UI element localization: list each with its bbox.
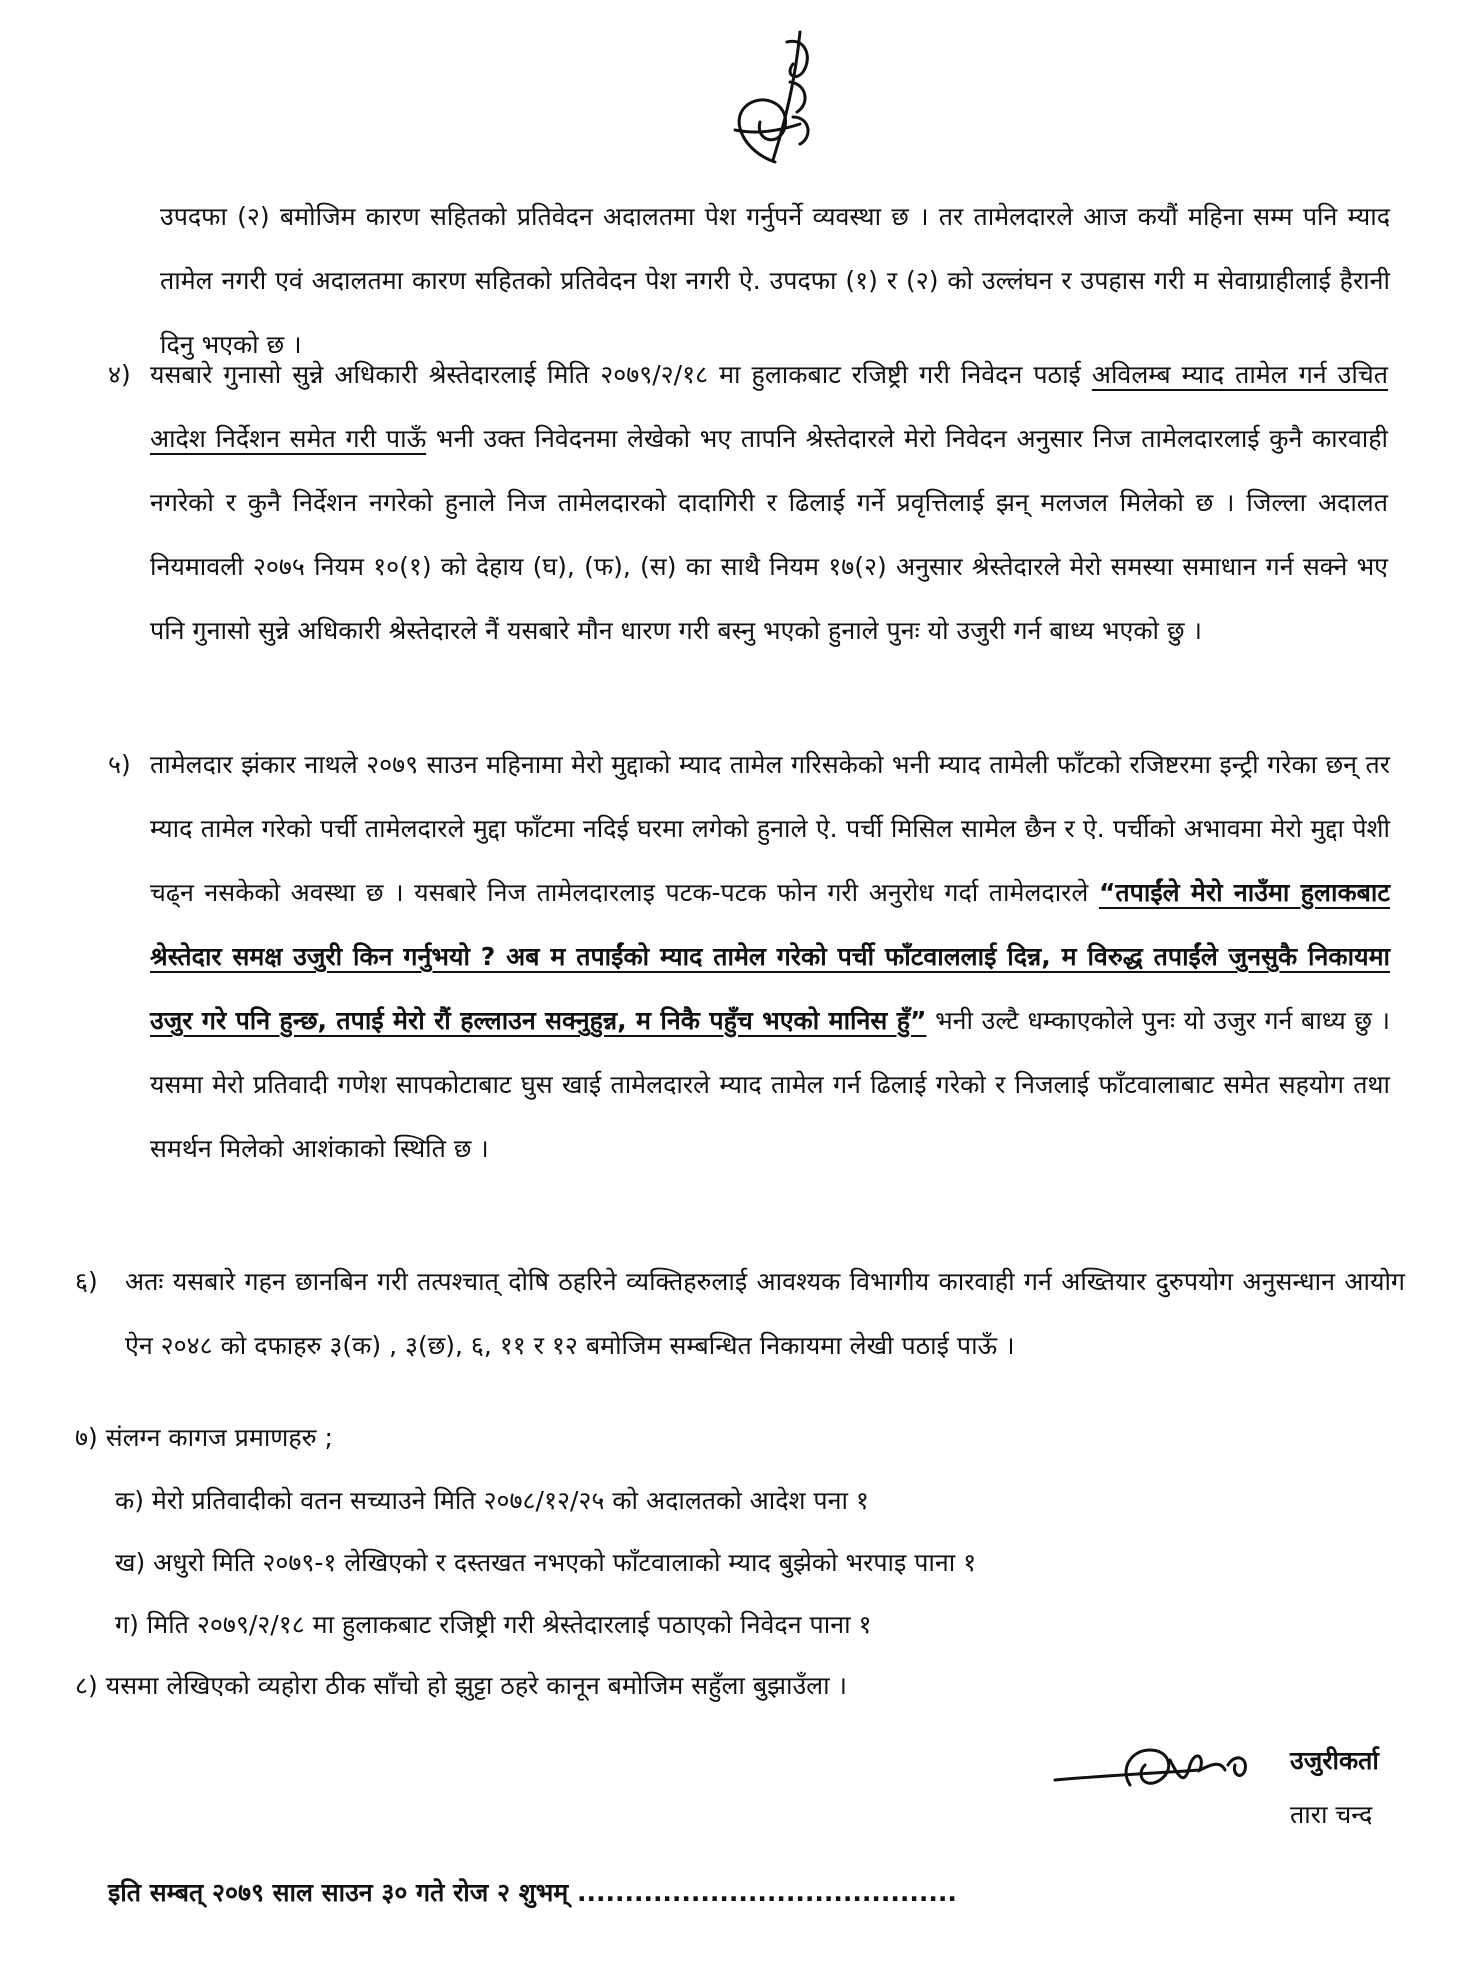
attachment-c: ग) मिति २०७९/२/१८ मा हुलाकबाट रजिष्ट्री गरी श्रेस्तेदारलाई पठाएको निवेदन पाना १ (115, 1610, 872, 1639)
signature-bottom-icon (1050, 1735, 1260, 1800)
item-4-underlined: अविलम्ब म्याद तामेल गर्न उचित आदेश निर्देशन समेत गरी पाऊँ (150, 360, 1388, 453)
complainant-role: उजुरीकर्ता (1290, 1746, 1379, 1775)
item-4-text-2: भनी उक्त निवेदनमा लेखेको भए तापनि श्रेस्तेदारले मेरो निवेदन अनुसार निज तामेलदारलाई कुनै कारवाही नगरेको र कुनै निर्देशन नगरेको हुनाले निज तामेलदारको दादागिरी र ढिलाई गर्ने प्रवृत्तिलाई झन् मलजल मिलेको छ । जिल्ला अदालत नियमावली २०७५ नियम १०(१) को देहाय (घ), (फ), (स) का साथै नियम १७(२) अनुसार श्रेस्तेदारले मेरो समस्या समाधान गर्न सक्ने भए पनि गुनासो सुन्ने अधिकारी श्रेस्तेदारले नैं यसबारे मौन धारण गरी बस्नु भएको हुनाले पुनः यो उजुरी गर्न बाध्य भएको छु । (150, 424, 1389, 645)
item-5-body (150, 733, 1390, 1181)
signature-top-icon (715, 12, 820, 172)
complainant-name: तारा चन्द (1290, 1800, 1373, 1829)
item-4-number: ४) (108, 360, 131, 389)
intro-paragraph: उपदफा (२) बमोजिम कारण सहितको प्रतिवेदन अदालतमा पेश गर्नुपर्ने व्यवस्था छ । तर तामेलदारले आज कयौं महिना सम्म पनि म्याद तामेल नगरी एवं अदालतमा कारण सहितको प्रतिवेदन पेश नगरी ऐ. उपदफा (१) र (२) को उल्लंघन र उपहास गरी म सेवाग्राहीलाई हैरानी दिनु भएको छ । (160, 202, 1390, 359)
item-5-text-1: तामेलदार झंकार नाथले २०७९ साउन महिनामा मेरो मुद्दाको म्याद तामेल गरिसकेको भनी म्याद तामेली फाँटको रजिष्टरमा इन्ट्री गरेका छन् तर म्याद तामेल गरेको पर्ची तामेलदारले मुद्दा फाँटमा नदिई घरमा लगेको हुनाले ऐ. पर्ची मिसिल सामेल छैन र ऐ. पर्चीको अभावमा मेरो मुद्दा पेशी चढ्न नसकेको अवस्था छ । यसबारे निज तामेलदारलाइ पटक-पटक फोन गरी अनुरोध गर्दा तामेलदारले (150, 750, 1390, 907)
attachment-b: ख) अधुरो मिति २०७९-१ लेखिएको र दस्तखत नभएको फाँटवालाको म्याद बुझेको भरपाइ पाना १ (115, 1548, 977, 1577)
footer-date-line: इति सम्बत् २०७९ साल साउन ३० गते रोज २ शुभम् ........................................ (108, 1878, 957, 1907)
item-4-text-1: यसबारे गुनासो सुन्ने अधिकारी श्रेस्तेदारलाई मिति २०७९/२/१८ मा हुलाकबाट रजिष्ट्री गरी निवेदन पठाई (150, 360, 1081, 389)
item-5-number: ५) (108, 750, 131, 779)
item-4-body (150, 343, 1388, 663)
item-8: ८) यसमा लेखिएको व्यहोरा ठीक साँचो हो झुट्टा ठहरे कानून बमोजिम सहुँला बुझाउँला । (75, 1671, 848, 1700)
item-5-text-2: भनी उल्टै धम्काएकोले पुनः यो उजुर गर्न बाध्य छु । यसमा मेरो प्रतिवादी गणेश सापकोटाबाट घुस खाई तामेलदारले म्याद तामेल गर्न ढिलाई गरेको र निजलाई फाँटवालाबाट समेत सहयोग तथा समर्थन मिलेको आशंकाको स्थिति छ । (150, 1006, 1391, 1163)
item-6-body: अतः यसबारे गहन छानबिन गरी तत्पश्चात् दोषि ठहरिने व्यक्तिहरुलाई आवश्यक विभागीय कारवाही गर्न अख्तियार दुरुपयोग अनुसन्धान आयोग ऐन २०४८ को दफाहरु ३(क) , ३(छ), ६, ११ र १२ बमोजिम सम्बन्धित निकायमा लेखी पठाई पाऊँ । (125, 1267, 1405, 1360)
item-6-number: ६) (75, 1267, 98, 1296)
item-5-quote: “तपाईंले मेरो नाउँमा हुलाकबाट श्रेस्तेदार समक्ष उजुरी किन गर्नुभयो ? अब म तपाईंको म्याद तामेल गरेको पर्ची फाँटवाललाई दिन्न, म विरुद्ध तपाईंले जुनसुकै निकायमा उजुर गरे पनि हुन्छ, तपाई मेरो रौं हल्लाउन सक्नुहुन्न, म निकै पहुँच भएको मानिस हुँ” (150, 878, 1390, 1035)
item-7-heading: ७) संलग्न कागज प्रमाणहरु ; (75, 1423, 333, 1452)
attachment-a: क) मेरो प्रतिवादीको वतन सच्याउने मिति २०७८/१२/२५ को अदालतको आदेश पना १ (115, 1486, 869, 1515)
